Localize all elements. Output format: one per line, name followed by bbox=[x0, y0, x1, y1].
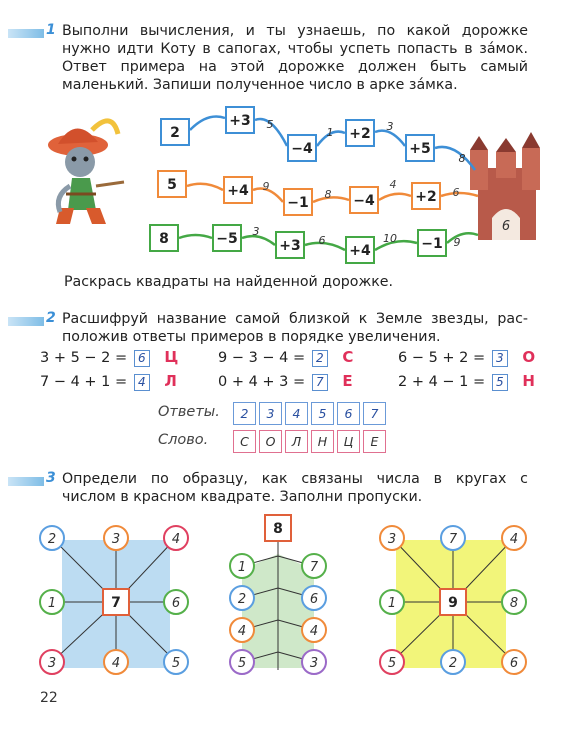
circle-value: 6 bbox=[509, 656, 519, 671]
written-answer: 3 bbox=[252, 225, 260, 238]
path-segment bbox=[447, 233, 478, 243]
cipher-letter: Н bbox=[522, 372, 535, 390]
equation-expression: 0 + 4 + 3 = bbox=[218, 374, 306, 390]
path-segment bbox=[379, 194, 411, 200]
task1-caption: Раскрась квадраты на найденной дорожке. bbox=[64, 274, 394, 290]
answer-box[interactable]: 7 bbox=[312, 374, 328, 391]
castle-answer: 6 bbox=[501, 219, 511, 234]
answer-box[interactable]: 4 bbox=[134, 374, 150, 391]
answers-cell[interactable]: 2 bbox=[233, 402, 256, 425]
circle-value: 3 bbox=[111, 532, 121, 547]
circle-value: 2 bbox=[237, 592, 247, 607]
circle-value: 3 bbox=[47, 656, 57, 671]
equation-expression: 9 − 3 − 4 = bbox=[218, 350, 306, 366]
word-cell[interactable]: Е bbox=[363, 430, 386, 453]
circle-value: 4 bbox=[509, 532, 519, 547]
written-answer: 4 bbox=[389, 178, 397, 191]
circle-value: 5 bbox=[387, 656, 397, 671]
path-segment bbox=[441, 193, 478, 196]
task1-line: нужно идти Коту в сапогах, чтобы успеть попасть в за́мок. bbox=[62, 41, 528, 57]
written-answer: 6 bbox=[452, 186, 460, 199]
answers-cell[interactable]: 3 bbox=[259, 402, 282, 425]
task3-text bbox=[62, 470, 528, 506]
written-answer: 5 bbox=[266, 118, 274, 131]
page-number: 22 bbox=[40, 690, 58, 706]
task3-line: числом в красном квадрате. Заполни пропуски. bbox=[62, 489, 423, 505]
written-answer: 8 bbox=[324, 188, 332, 201]
path-square-label: 8 bbox=[159, 231, 169, 247]
circle-value: 8 bbox=[509, 596, 519, 611]
circle-value: 7 bbox=[309, 560, 319, 575]
circle-value: 2 bbox=[448, 656, 458, 671]
path-square-label: +4 bbox=[349, 243, 371, 259]
equation-expression: 3 + 5 − 2 = bbox=[40, 350, 128, 366]
task2-line: Расшифруй название самой близкой к Земле звезды, рас- bbox=[62, 311, 528, 327]
circle-value: 3 bbox=[309, 656, 319, 671]
circle-value: 1 bbox=[237, 560, 247, 575]
task2-line: положив ответы примеров в порядке увеличения. bbox=[62, 329, 441, 345]
answers-label: Ответы. bbox=[158, 404, 220, 420]
answers-cell[interactable]: 4 bbox=[285, 402, 308, 425]
task2-number: 2 bbox=[46, 310, 56, 326]
path-square-label: −1 bbox=[287, 195, 309, 211]
equation-row bbox=[218, 348, 353, 367]
center-square-value: 8 bbox=[273, 521, 283, 537]
word-cell[interactable]: Л bbox=[285, 430, 308, 453]
path-square-label: +2 bbox=[415, 189, 437, 205]
circle-value: 6 bbox=[309, 592, 319, 607]
task3-line: Определи по образцу, как связаны числа в кругах с bbox=[62, 471, 528, 487]
cipher-letter: Ц bbox=[164, 348, 179, 366]
task3-marker bbox=[8, 477, 44, 486]
answer-box[interactable]: 5 bbox=[492, 374, 508, 391]
equation-row bbox=[40, 372, 177, 391]
circle-value: 5 bbox=[171, 656, 181, 671]
written-answer: 3 bbox=[386, 120, 394, 133]
path-square-label: −1 bbox=[421, 236, 443, 252]
equation-row bbox=[398, 348, 535, 367]
cipher-letter: О bbox=[522, 348, 536, 366]
answers-cell[interactable]: 6 bbox=[337, 402, 360, 425]
path-square-label: +2 bbox=[349, 126, 371, 142]
answers-cell[interactable]: 7 bbox=[363, 402, 386, 425]
path-segment bbox=[187, 184, 223, 190]
cipher-letter: Л bbox=[164, 372, 177, 390]
word-label: Слово. bbox=[158, 432, 209, 448]
equation-expression: 6 − 5 + 2 = bbox=[398, 350, 486, 366]
path-square-label: +4 bbox=[227, 183, 249, 199]
circle-value: 6 bbox=[171, 596, 181, 611]
word-cell[interactable]: О bbox=[259, 430, 282, 453]
cipher-letter: С bbox=[342, 348, 354, 366]
path-square-label: −4 bbox=[353, 193, 375, 209]
paths-illustration bbox=[0, 100, 568, 270]
path-square-label: +5 bbox=[409, 141, 431, 157]
path-square-label: +3 bbox=[279, 238, 301, 254]
written-answer: 9 bbox=[262, 180, 270, 193]
task1-line: маленький. Запиши полученное число в арке за́мка. bbox=[62, 77, 458, 93]
answer-box[interactable]: 6 bbox=[134, 350, 150, 367]
word-cell[interactable]: Ц bbox=[337, 430, 360, 453]
task1-number: 1 bbox=[46, 22, 56, 38]
circle-value: 3 bbox=[387, 532, 397, 547]
task2-text bbox=[62, 310, 528, 346]
task1-line: Выполни вычисления, и ты узнаешь, по какой дорожке bbox=[62, 23, 528, 39]
equation-row bbox=[40, 348, 178, 367]
circle-value: 1 bbox=[387, 596, 397, 611]
path-segment bbox=[179, 235, 212, 238]
circle-value: 4 bbox=[309, 624, 319, 639]
task2-marker bbox=[8, 317, 44, 326]
puzzles-illustration bbox=[0, 514, 568, 684]
written-answer: 9 bbox=[453, 236, 461, 249]
answer-box[interactable]: 3 bbox=[492, 350, 508, 367]
puss-in-boots-illustration bbox=[48, 121, 124, 224]
circle-value: 1 bbox=[47, 596, 57, 611]
written-answer: 6 bbox=[318, 234, 326, 247]
written-answer: 8 bbox=[458, 152, 466, 165]
circle-value: 4 bbox=[237, 624, 247, 639]
equation-row bbox=[218, 372, 353, 391]
center-square-value: 9 bbox=[448, 595, 458, 611]
answer-box[interactable]: 2 bbox=[312, 350, 328, 367]
written-answer: 1 bbox=[326, 126, 334, 139]
path-segment bbox=[435, 147, 475, 170]
cipher-letter: Е bbox=[342, 372, 353, 390]
task3-number: 3 bbox=[46, 470, 56, 486]
path-square-label: 5 bbox=[167, 177, 177, 193]
word-cell[interactable]: Н bbox=[311, 430, 334, 453]
written-answer: 10 bbox=[383, 232, 397, 245]
answers-cell[interactable]: 5 bbox=[311, 402, 334, 425]
path-square-label: −4 bbox=[291, 141, 313, 157]
circle-value: 7 bbox=[448, 532, 458, 547]
path-square-label: −5 bbox=[216, 231, 238, 247]
path-square-label: +3 bbox=[229, 113, 251, 129]
circle-value: 2 bbox=[47, 532, 57, 547]
circle-value: 4 bbox=[171, 532, 181, 547]
center-square-value: 7 bbox=[111, 595, 121, 611]
equation-expression: 2 + 4 − 1 = bbox=[398, 374, 486, 390]
task1-text bbox=[62, 22, 528, 94]
equation-expression: 7 − 4 + 1 = bbox=[40, 374, 128, 390]
circle-value: 5 bbox=[237, 656, 247, 671]
word-cell[interactable]: С bbox=[233, 430, 256, 453]
task1-line: Ответ примера на этой дорожке должен быть самый bbox=[62, 59, 528, 75]
equation-row bbox=[398, 372, 535, 391]
path-segment bbox=[190, 117, 225, 131]
task1-marker bbox=[8, 29, 44, 38]
circle-value: 4 bbox=[111, 656, 121, 671]
path-square-label: 2 bbox=[170, 125, 180, 141]
